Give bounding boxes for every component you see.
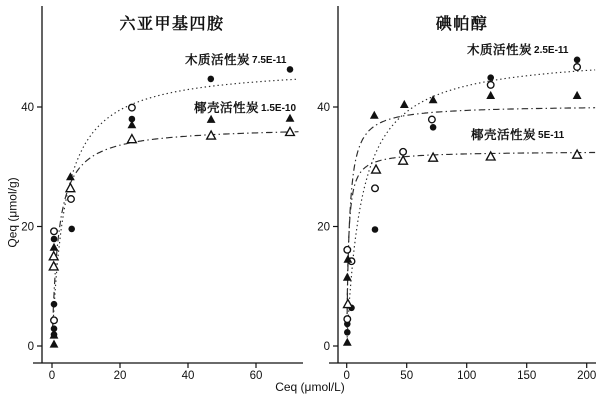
- wood-activated-carbon-filled-marker: [487, 74, 494, 81]
- coconut-shell-activated-carbon-open-marker: [573, 150, 582, 158]
- coconut-shell-activated-carbon-filled-marker: [343, 338, 352, 346]
- coconut-shell-activated-carbon-filled-marker: [573, 91, 582, 99]
- wood-activated-carbon-open-marker: [400, 149, 407, 156]
- left-coconut-series-name: 椰壳活性炭: [194, 101, 260, 115]
- y-tick-label: 40: [317, 102, 330, 114]
- coconut-shell-activated-carbon-open-marker: [49, 262, 58, 270]
- y-tick-label: 0: [323, 341, 330, 353]
- coconut-shell-activated-carbon-fit-line-2: [347, 153, 595, 324]
- x-tick-label: 200: [577, 370, 597, 382]
- x-tick-label: 20: [113, 370, 127, 382]
- coconut-shell-activated-carbon-filled-marker: [50, 243, 59, 251]
- right-coconut-series-constant: 5E-11: [538, 130, 565, 141]
- x-tick-label: 50: [400, 370, 414, 382]
- right-wood-series-name: 木质活性炭: [467, 43, 533, 57]
- wood-activated-carbon-fit-line-1: [53, 79, 299, 333]
- left-wood-series-constant: 7.5E-11: [252, 55, 287, 66]
- wood-activated-carbon-filled-marker: [574, 57, 581, 64]
- wood-activated-carbon-filled-marker: [51, 236, 58, 243]
- x-tick-label: 40: [181, 370, 195, 382]
- y-tick-label: 40: [21, 102, 34, 114]
- wood-activated-carbon-open-marker: [129, 104, 136, 111]
- left-coconut-series-constant: 1.5E-10: [261, 103, 297, 114]
- wood-activated-carbon-open-marker: [372, 185, 379, 192]
- y-tick-label: 0: [27, 341, 34, 353]
- y-axis-label: Qeq (μmol/g): [5, 177, 20, 248]
- y-tick-label: 20: [21, 221, 34, 234]
- x-tick-label: 150: [517, 370, 537, 382]
- left-coconut-series-label: [194, 98, 296, 117]
- x-tick-label: 100: [457, 370, 477, 382]
- wood-activated-carbon-open-marker: [344, 316, 351, 323]
- coconut-shell-activated-carbon-open-marker: [66, 184, 75, 192]
- left-wood-series-label: [185, 50, 287, 69]
- y-tick-label: 20: [317, 221, 330, 234]
- wood-activated-carbon-open-marker: [51, 317, 58, 324]
- coconut-shell-activated-carbon-open-marker: [344, 300, 353, 308]
- coconut-shell-activated-carbon-filled-marker: [343, 273, 352, 281]
- left-panel-title: 六亚甲基四胺: [119, 16, 225, 33]
- right-coconut-series-label: [471, 125, 564, 144]
- left-wood-series-name: 木质活性炭: [185, 53, 251, 67]
- right-panel-title: 碘帕醇: [435, 16, 489, 33]
- coconut-shell-activated-carbon-fit-line-1: [53, 132, 299, 327]
- wood-activated-carbon-filled-marker: [208, 76, 215, 83]
- right-coconut-series-name: 椰壳活性炭: [471, 128, 537, 142]
- wood-activated-carbon-filled-marker: [287, 66, 294, 73]
- coconut-shell-activated-carbon-filled-marker: [429, 95, 438, 103]
- coconut-shell-activated-carbon-filled-marker: [486, 91, 495, 99]
- wood-activated-carbon-fit-line-1: [347, 70, 595, 342]
- coconut-shell-activated-carbon-open-marker: [372, 165, 381, 173]
- wood-activated-carbon-filled-marker: [430, 124, 437, 131]
- wood-activated-carbon-open-marker: [429, 116, 436, 123]
- coconut-shell-activated-carbon-filled-marker: [128, 120, 137, 128]
- wood-activated-carbon-open-marker: [51, 228, 58, 235]
- coconut-shell-activated-carbon-open-marker: [128, 135, 137, 143]
- wood-activated-carbon-open-marker: [344, 247, 351, 254]
- wood-activated-carbon-open-marker: [487, 82, 494, 89]
- right-wood-series-label: [467, 40, 569, 59]
- wood-activated-carbon-filled-marker: [51, 301, 58, 308]
- x-axis-label: Ceq (μmol/L): [275, 380, 345, 394]
- x-tick-label: 60: [249, 370, 263, 382]
- wood-activated-carbon-filled-marker: [372, 226, 379, 233]
- right-wood-series-constant: 2.5E-11: [534, 45, 569, 56]
- wood-activated-carbon-open-marker: [574, 64, 581, 71]
- x-tick-label: 0: [48, 370, 56, 382]
- x-tick-label: 0: [343, 370, 350, 382]
- coconut-shell-activated-carbon-filled-marker: [400, 100, 409, 108]
- right-panel: [317, 6, 596, 382]
- coconut-shell-activated-carbon-open-marker: [286, 127, 295, 135]
- wood-activated-carbon-open-marker: [68, 196, 75, 203]
- coconut-shell-activated-carbon-filled-marker: [370, 111, 379, 119]
- axis-lines: [329, 6, 596, 363]
- wood-activated-carbon-filled-marker: [344, 329, 351, 336]
- wood-activated-carbon-filled-marker: [68, 226, 75, 233]
- coconut-shell-activated-carbon-filled-marker: [50, 340, 59, 348]
